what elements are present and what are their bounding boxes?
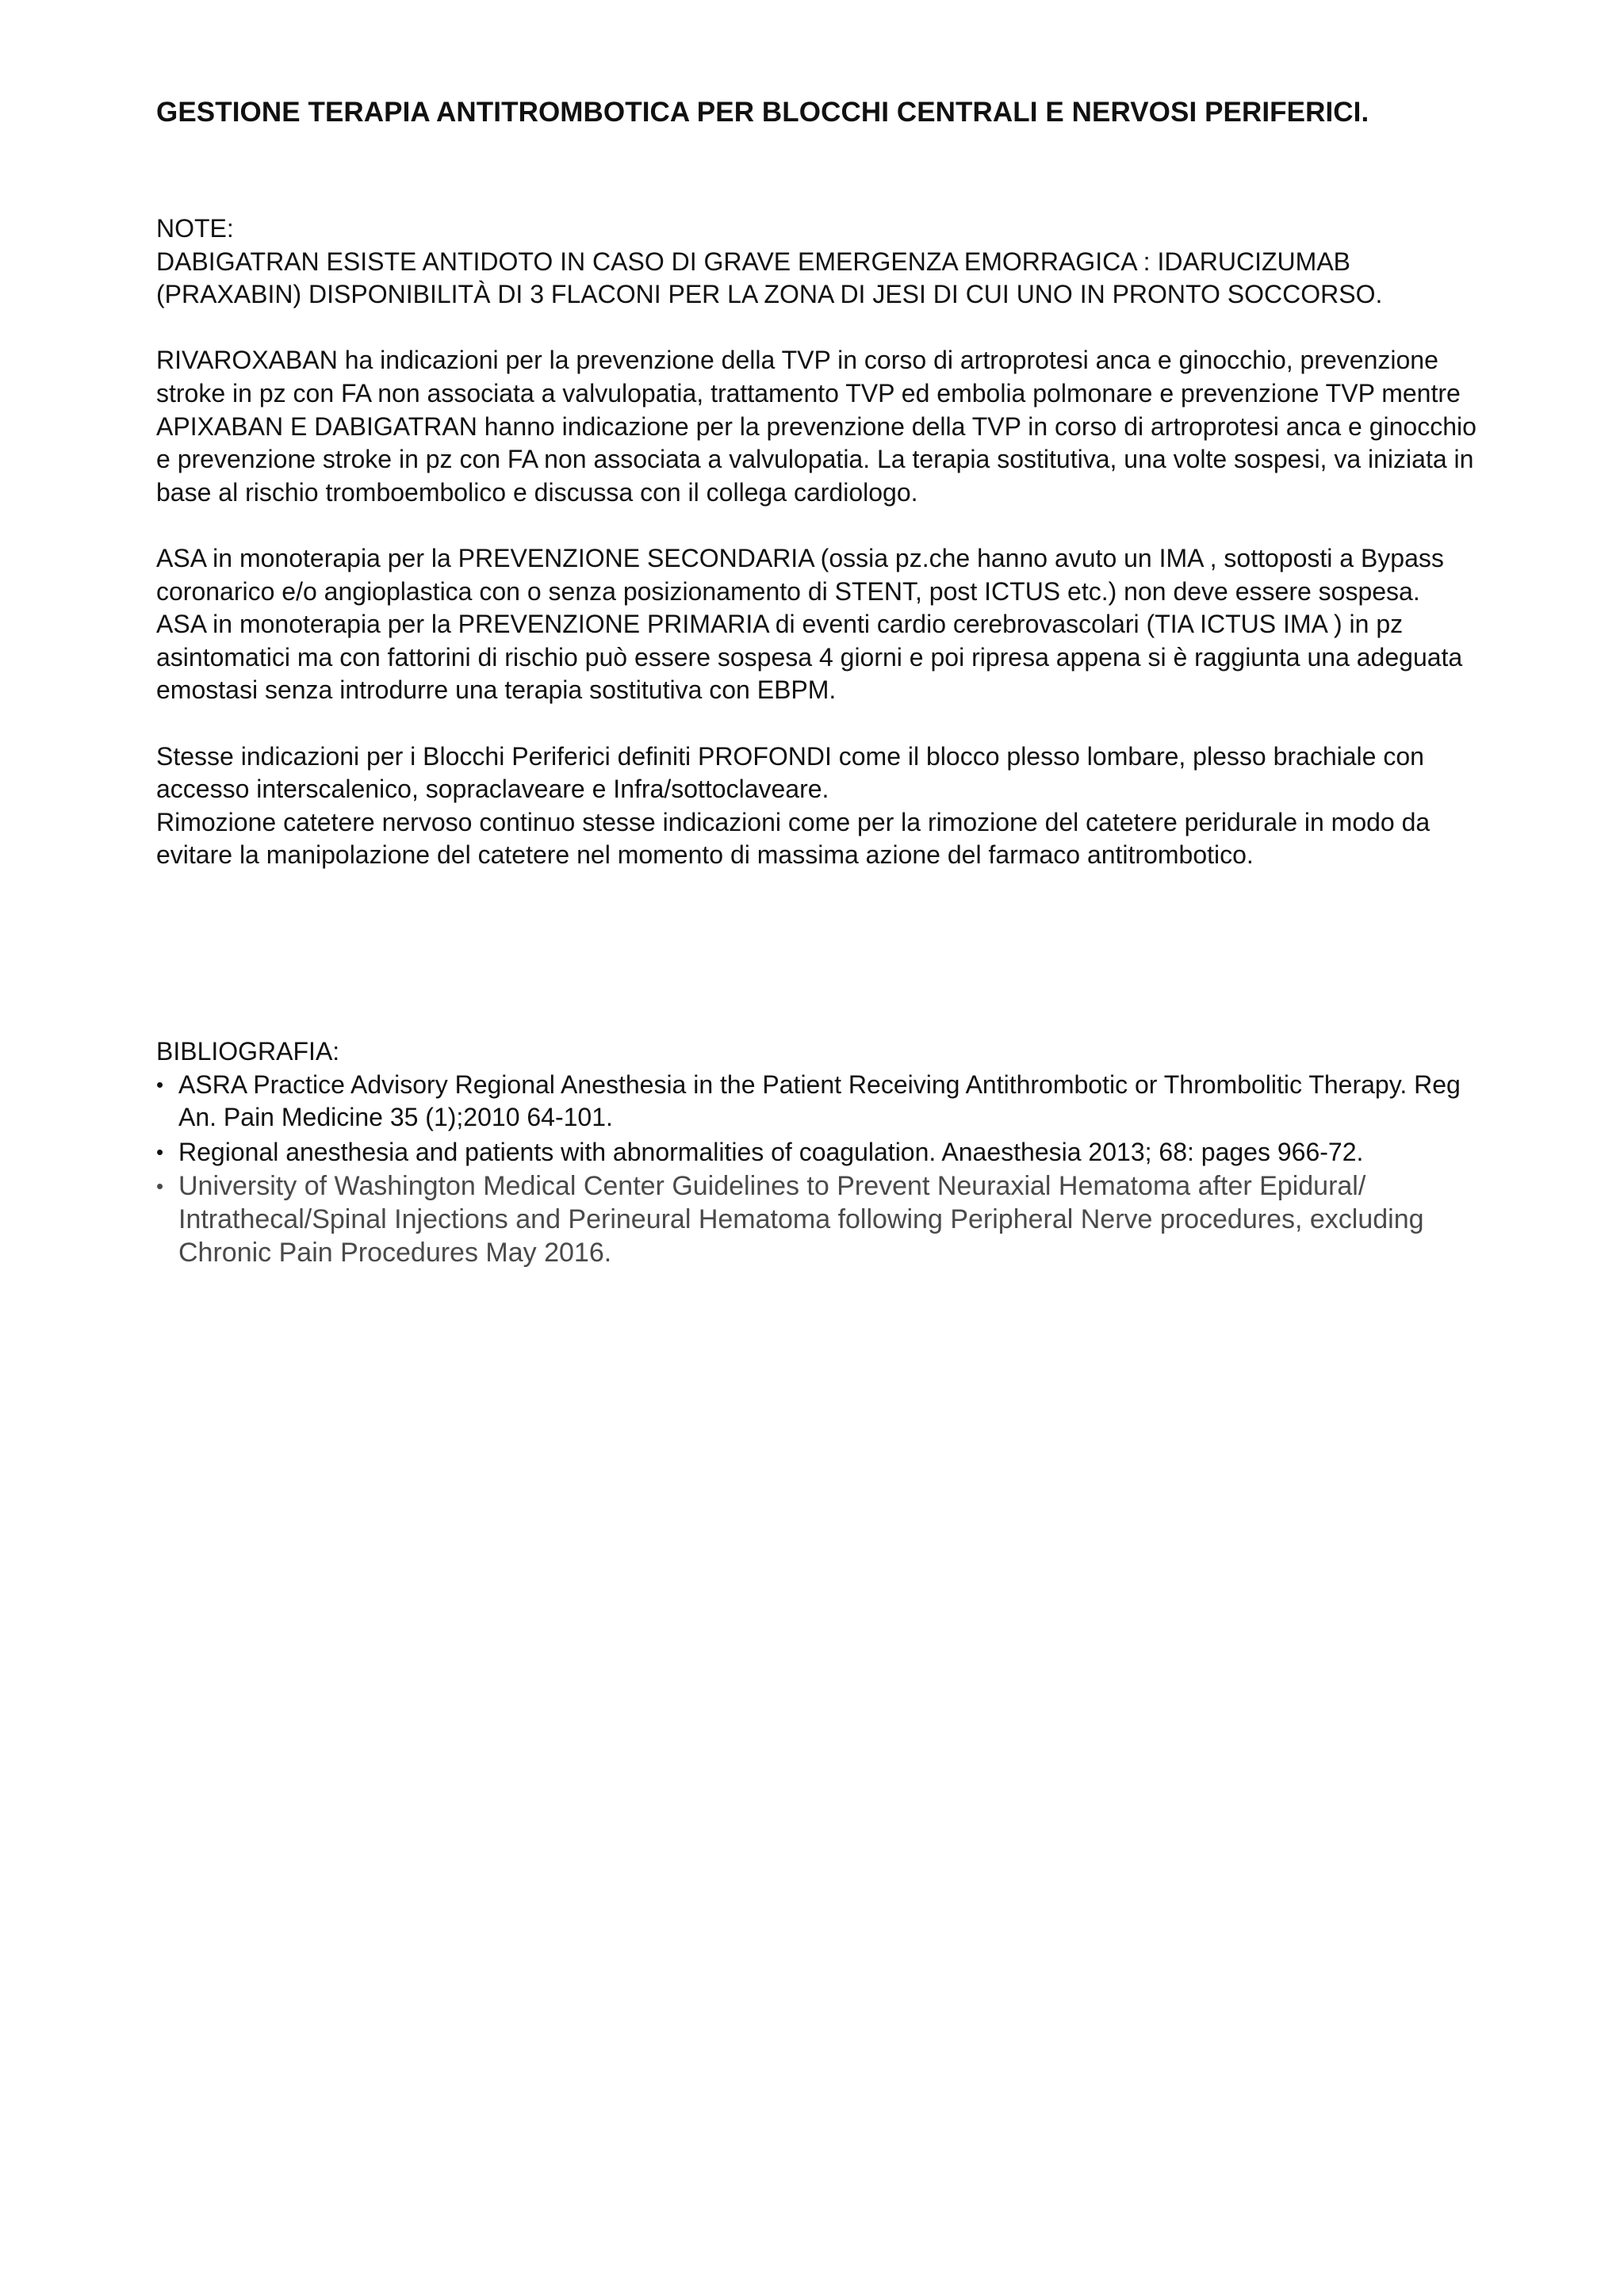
bibliography-item-text: University of Washington Medical Center Guidelines to Prevent Neuraxial Hematoma after Epidural/ Intrathecal/Spinal Injections and Perineural Hematoma following Peripheral Nerve procedures, excluding Chronic Pain Procedures May 2016. — [178, 1171, 1424, 1268]
bibliography-item-text: ASRA Practice Advisory Regional Anesthesia in the Patient Receiving Antithrombotic or Thrombolitic Therapy. Reg An. Pain Medicine 35 (1);2010 64-101. — [178, 1070, 1461, 1132]
paragraph-catheter-removal: Rimozione catetere nervoso continuo stesse indicazioni come per la rimozione del catetere peridurale in modo da evitare la manipolazione del catetere nel momento di massima azione del farmaco antitrombotico. — [156, 807, 1431, 870]
bullet-icon: • — [156, 1139, 164, 1164]
bibliography-item — [156, 1136, 1488, 1169]
paragraph-peripheral-blocks: Stesse indicazioni per i Blocchi Periferici definiti PROFONDI come il blocco plesso lombare, plesso brachiale con accesso interscalenico, sopraclaveare e Infra/sottoclaveare. — [156, 741, 1424, 804]
bullet-icon: • — [156, 1072, 164, 1096]
paragraph-asa-primary: ASA in monoterapia per la PREVENZIONE PRIMARIA di eventi cardio cerebrovascolari (TIA ICTUS IMA ) in pz asintomatici ma con fattorini di rischio può essere sospesa 4 giorni e poi ripresa appena si è raggiunta una adeguata emostasi senza introdurre una terapia sostitutiva con EBPM. — [156, 610, 1463, 705]
paragraph-spacer — [156, 509, 1488, 542]
bibliography — [156, 1035, 1488, 1271]
note-label: NOTE: — [156, 214, 234, 243]
bibliography-heading: BIBLIOGRAFIA: — [156, 1037, 340, 1066]
bibliography-item — [156, 1069, 1488, 1135]
bibliography-item-text: Regional anesthesia and patients with abnormalities of coagulation. Anaesthesia 2013; 68: pages 966-72. — [178, 1137, 1364, 1166]
document-body — [156, 212, 1488, 872]
paragraph-spacer — [156, 707, 1488, 740]
bullet-icon: • — [156, 1174, 164, 1199]
paragraph-asa-secondary: ASA in monoterapia per la PREVENZIONE SECONDARIA (ossia pz.che hanno avuto un IMA , sottoposti a Bypass coronarico e/o angioplastica con o senza posizionamento di STENT, post ICTUS etc.) non deve essere sospesa. — [156, 543, 1444, 606]
document-title: GESTIONE TERAPIA ANTITROMBOTICA PER BLOCCHI CENTRALI E NERVOSI PERIFERICI. — [156, 97, 1369, 128]
bibliography-item — [156, 1170, 1488, 1269]
paragraph-spacer — [156, 312, 1488, 345]
paragraph-rivaroxaban: RIVAROXABAN ha indicazioni per la prevenzione della TVP in corso di artroprotesi anca e ginocchio, prevenzione stroke in pz con FA non associata a valvulopatia, trattamento TVP ed embolia polmonare e prevenzione TVP mentre APIXABAN E DABIGATRAN hanno indicazione per la prevenzione della TVP in corso di artroprotesi anca e ginocchio e prevenzione stroke in pz con FA non associata a valvulopatia. La terapia sostitutiva, una volte sospesi, va iniziata in base al rischio tromboembolico e discussa con il collega cardiologo. — [156, 346, 1477, 507]
bibliography-list — [156, 1069, 1488, 1270]
paragraph-dabigatran-antidote: DABIGATRAN ESISTE ANTIDOTO IN CASO DI GRAVE EMERGENZA EMORRAGICA : IDARUCIZUMAB (PRAXABIN) DISPONIBILITÀ DI 3 FLACONI PER LA ZONA DI JESI DI CUI UNO IN PRONTO SOCCORSO. — [156, 247, 1383, 309]
